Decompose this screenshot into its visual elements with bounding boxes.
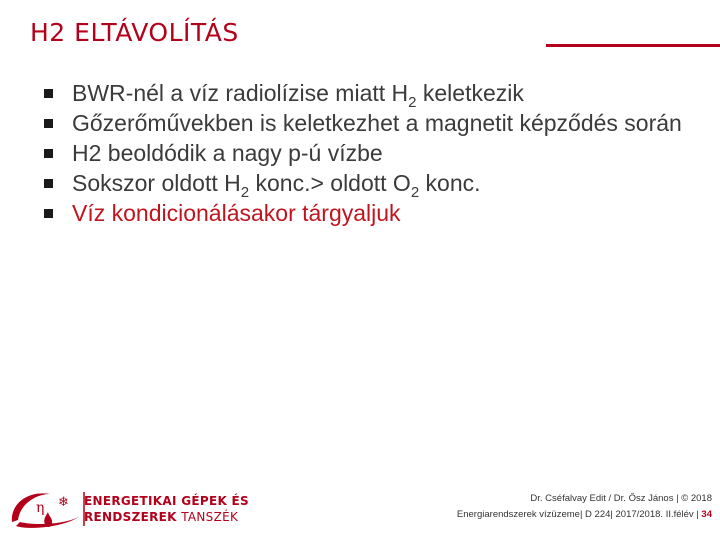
square-bullet-icon: [44, 89, 53, 98]
square-bullet-icon: [44, 179, 53, 188]
title-underline: [546, 44, 720, 47]
slide-title: H2 ELTÁVOLÍTÁS: [30, 18, 239, 47]
flame-icon: [44, 512, 52, 527]
eta-symbol-icon: η: [36, 500, 45, 516]
logo-text-line2: RENDSZEREK TANSZÉK: [84, 510, 239, 524]
snowflake-icon: ❄: [58, 495, 69, 510]
square-bullet-icon: [44, 209, 53, 218]
bullet-item: H2 beoldódik a nagy p-ú vízbe: [42, 138, 682, 168]
footer-credits: [457, 491, 712, 523]
square-bullet-icon: [44, 149, 53, 158]
bullet-item-highlight: Víz kondicionálásakor tárgyaljuk: [42, 198, 682, 228]
square-bullet-icon: [44, 119, 53, 128]
logo-text-line1: ENERGETIKAI GÉPEK ÉS: [84, 494, 249, 508]
bullet-item: BWR-nél a víz radiolízise miatt $H_2$ keletkezik: [42, 78, 682, 108]
author-line: Dr. Cséfalvay Edit / Dr. Ősz János | © 2018: [530, 493, 712, 504]
bullet-item: Gőzerőművekben is keletkezhet a magnetit képződés során: [42, 108, 682, 138]
page-number: 34: [701, 509, 712, 520]
bullet-item: Sokszor oldott $H_2$ konc.> oldott $O_2$ konc.: [42, 168, 682, 198]
bullet-list: [42, 78, 682, 228]
course-line: Energiarendszerek vízüzeme| D 224| 2017/2018. II.félév | 34: [456, 509, 712, 520]
